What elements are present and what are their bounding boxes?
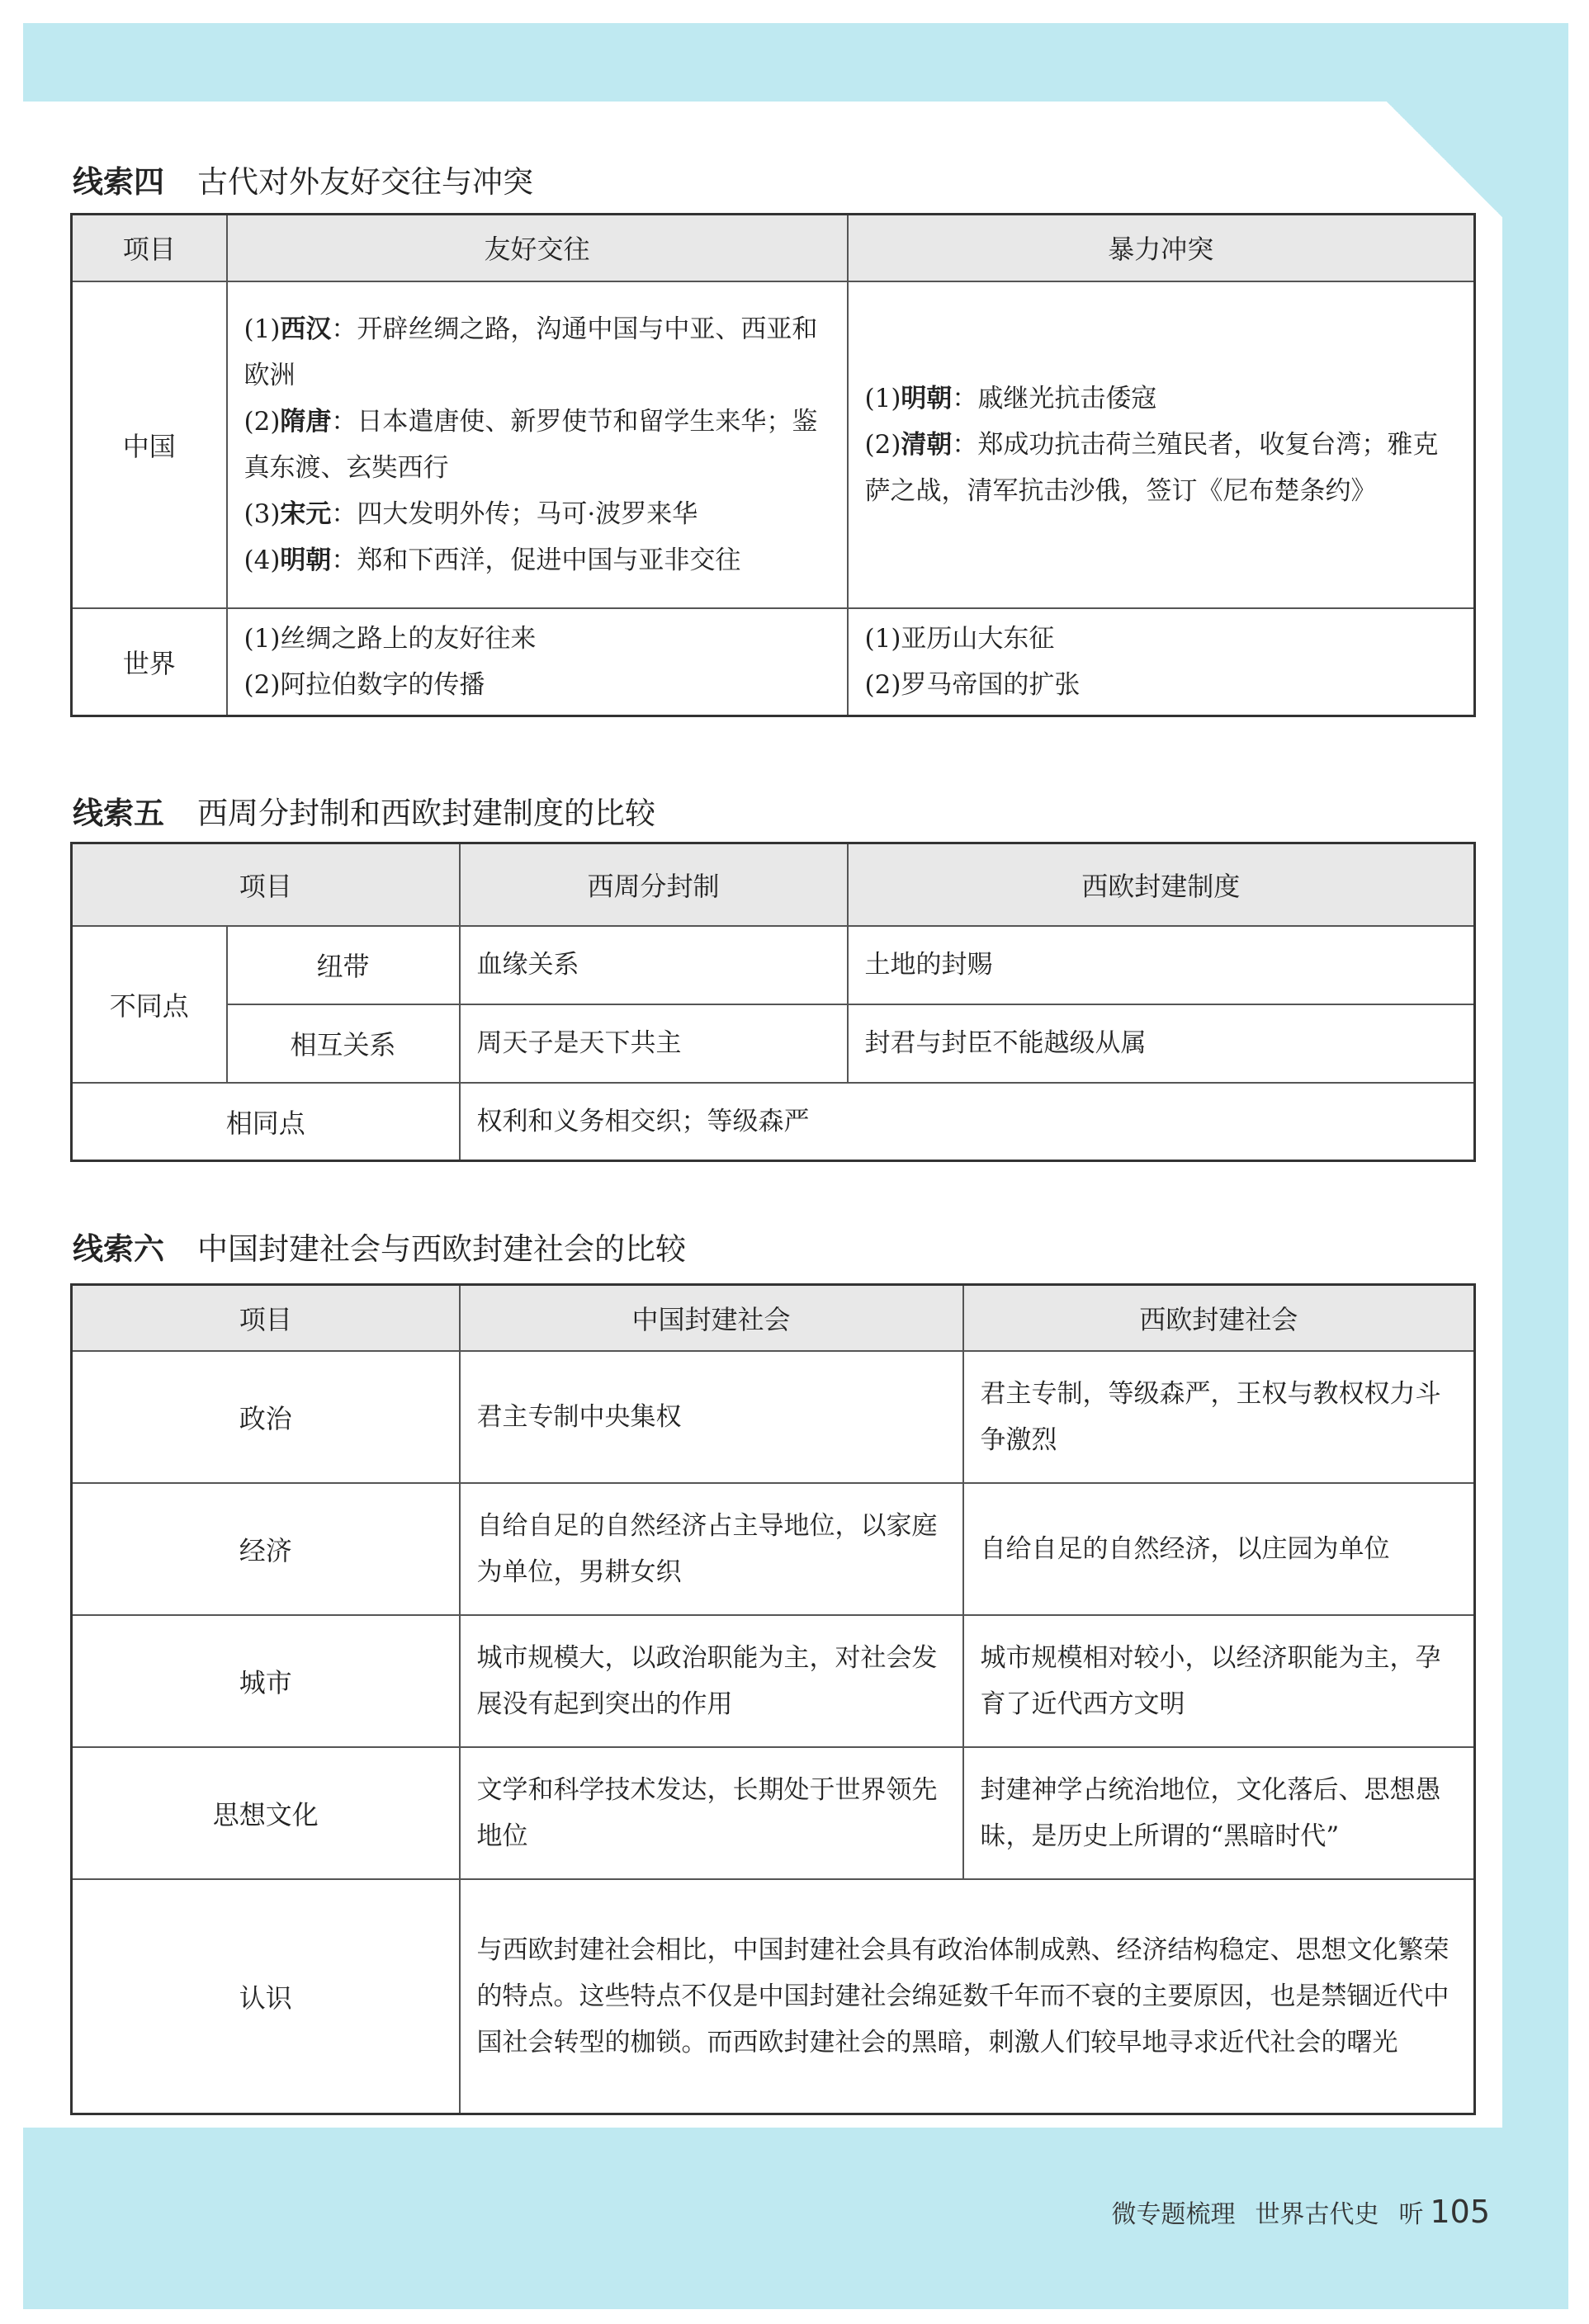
footer-section: 微专题梳理: [1111, 2200, 1236, 2229]
list-item: (1)西汉：开辟丝绸之路，沟通中国与中亚、西亚和欧洲: [244, 314, 818, 390]
row-label: 城市: [72, 1615, 460, 1747]
section-5-table: [70, 842, 1476, 1162]
list-item: (1)亚历山大东征: [864, 623, 1055, 654]
row-label: 思想文化: [72, 1747, 460, 1879]
western-europe-cell: 封君与封臣不能越级从属: [848, 1004, 1475, 1083]
western-zhou-cell: 周天子是天下共主: [460, 1004, 848, 1083]
column-header: 项目: [72, 843, 460, 926]
list-item: (2)清朝：郑成功抗击荷兰殖民者，收复台湾；雅克萨之战，清军抗击沙俄，签订《尼布楚条约》: [864, 429, 1439, 506]
list-item: (3)宋元：四大发明外传；马可·波罗来华: [244, 498, 698, 529]
table-header-row: [72, 1285, 1475, 1351]
europe-cell: 君主专制，等级森严，王权与教权权力斗争激烈: [963, 1351, 1475, 1483]
column-header: 西欧封建制度: [848, 843, 1475, 926]
violent-conflict-cell: [848, 608, 1475, 716]
sub-row-label: 纽带: [227, 926, 460, 1004]
table-header-row: [72, 843, 1475, 926]
column-header: 友好交往: [227, 215, 848, 281]
table-row: [72, 926, 1475, 1004]
table-row: [72, 1483, 1475, 1615]
section-6-title: 中国封建社会与西欧封建社会的比较: [197, 1231, 686, 1267]
row-label: 相同点: [72, 1083, 460, 1161]
footer-subject: 世界古代史: [1255, 2200, 1379, 2229]
table-header-row: [72, 215, 1475, 281]
similarity-cell: 权利和义务相交织；等级森严: [460, 1083, 1475, 1161]
china-cell: 君主专制中央集权: [460, 1351, 963, 1483]
row-label: 政治: [72, 1351, 460, 1483]
list-item: (2)罗马帝国的扩张: [864, 669, 1081, 700]
section-6-heading: [73, 1224, 686, 1268]
table-row: [72, 1879, 1475, 2114]
section-5-title: 西周分封制和西欧封建制度的比较: [197, 796, 655, 831]
list-item: (4)明朝：郑和下西洋，促进中国与亚非交往: [244, 545, 741, 575]
right-color-band: [1502, 23, 1568, 2309]
western-europe-cell: 土地的封赐: [848, 926, 1475, 1004]
row-label: 中国: [72, 281, 227, 608]
china-cell: 自给自足的自然经济占主导地位，以家庭为单位，男耕女织: [460, 1483, 963, 1615]
table-row: [72, 1083, 1475, 1161]
table-row: [72, 1351, 1475, 1483]
section-6-tag: 线索六: [73, 1231, 164, 1267]
column-header: 西周分封制: [460, 843, 848, 926]
table-row: [72, 281, 1475, 608]
western-zhou-cell: 血缘关系: [460, 926, 848, 1004]
europe-cell: 城市规模相对较小，以经济职能为主，孕育了近代西方文明: [963, 1615, 1475, 1747]
section-5-heading: [73, 788, 655, 833]
top-color-band: [23, 23, 1568, 102]
friendly-exchange-cell: [227, 281, 848, 608]
column-header: 项目: [72, 1285, 460, 1351]
europe-cell: 自给自足的自然经济，以庄园为单位: [963, 1483, 1475, 1615]
china-cell: 城市规模大，以政治职能为主，对社会发展没有起到突出的作用: [460, 1615, 963, 1747]
section-4-title: 古代对外友好交往与冲突: [197, 164, 533, 200]
column-header: 项目: [72, 215, 227, 281]
section-4-tag: 线索四: [73, 164, 164, 200]
list-item: (2)阿拉伯数字的传播: [244, 669, 485, 700]
row-label: 不同点: [72, 926, 227, 1083]
table-row: [72, 1004, 1475, 1083]
section-6-table: [70, 1283, 1476, 2115]
page-number: 105: [1430, 2194, 1490, 2230]
footer-listen: 听: [1398, 2200, 1424, 2229]
list-item: (1)明朝：戚继光抗击倭寇: [864, 383, 1157, 413]
row-label: 经济: [72, 1483, 460, 1615]
section-4-table: [70, 213, 1476, 717]
china-cell: 文学和科学技术发达，长期处于世界领先地位: [460, 1747, 963, 1879]
page-footer: [1091, 2194, 1490, 2230]
row-label: 认识: [72, 1879, 460, 2114]
column-header: 暴力冲突: [848, 215, 1475, 281]
section-4-heading: [73, 157, 533, 201]
column-header: 西欧封建社会: [963, 1285, 1475, 1351]
row-label: 世界: [72, 608, 227, 716]
table-row: [72, 1747, 1475, 1879]
friendly-exchange-cell: [227, 608, 848, 716]
page-corner-fold: [1387, 102, 1502, 217]
list-item: (2)隋唐：日本遣唐使、新罗使节和留学生来华；鉴真东渡、玄奘西行: [244, 406, 818, 483]
column-header: 中国封建社会: [460, 1285, 963, 1351]
table-row: [72, 608, 1475, 716]
table-row: [72, 1615, 1475, 1747]
sub-row-label: 相互关系: [227, 1004, 460, 1083]
summary-cell: 与西欧封建社会相比，中国封建社会具有政治体制成熟、经济结构稳定、思想文化繁荣的特点。这些特点不仅是中国封建社会绵延数千年而不衰的主要原因，也是禁锢近代中国社会转型的枷锁。而西欧封建社会的黑暗，刺激人们较早地寻求近代社会的曙光: [460, 1879, 1475, 2114]
list-item: (1)丝绸之路上的友好往来: [244, 623, 537, 654]
europe-cell: 封建神学占统治地位，文化落后、思想愚昧，是历史上所谓的“黑暗时代”: [963, 1747, 1475, 1879]
violent-conflict-cell: [848, 281, 1475, 608]
section-5-tag: 线索五: [73, 796, 164, 831]
